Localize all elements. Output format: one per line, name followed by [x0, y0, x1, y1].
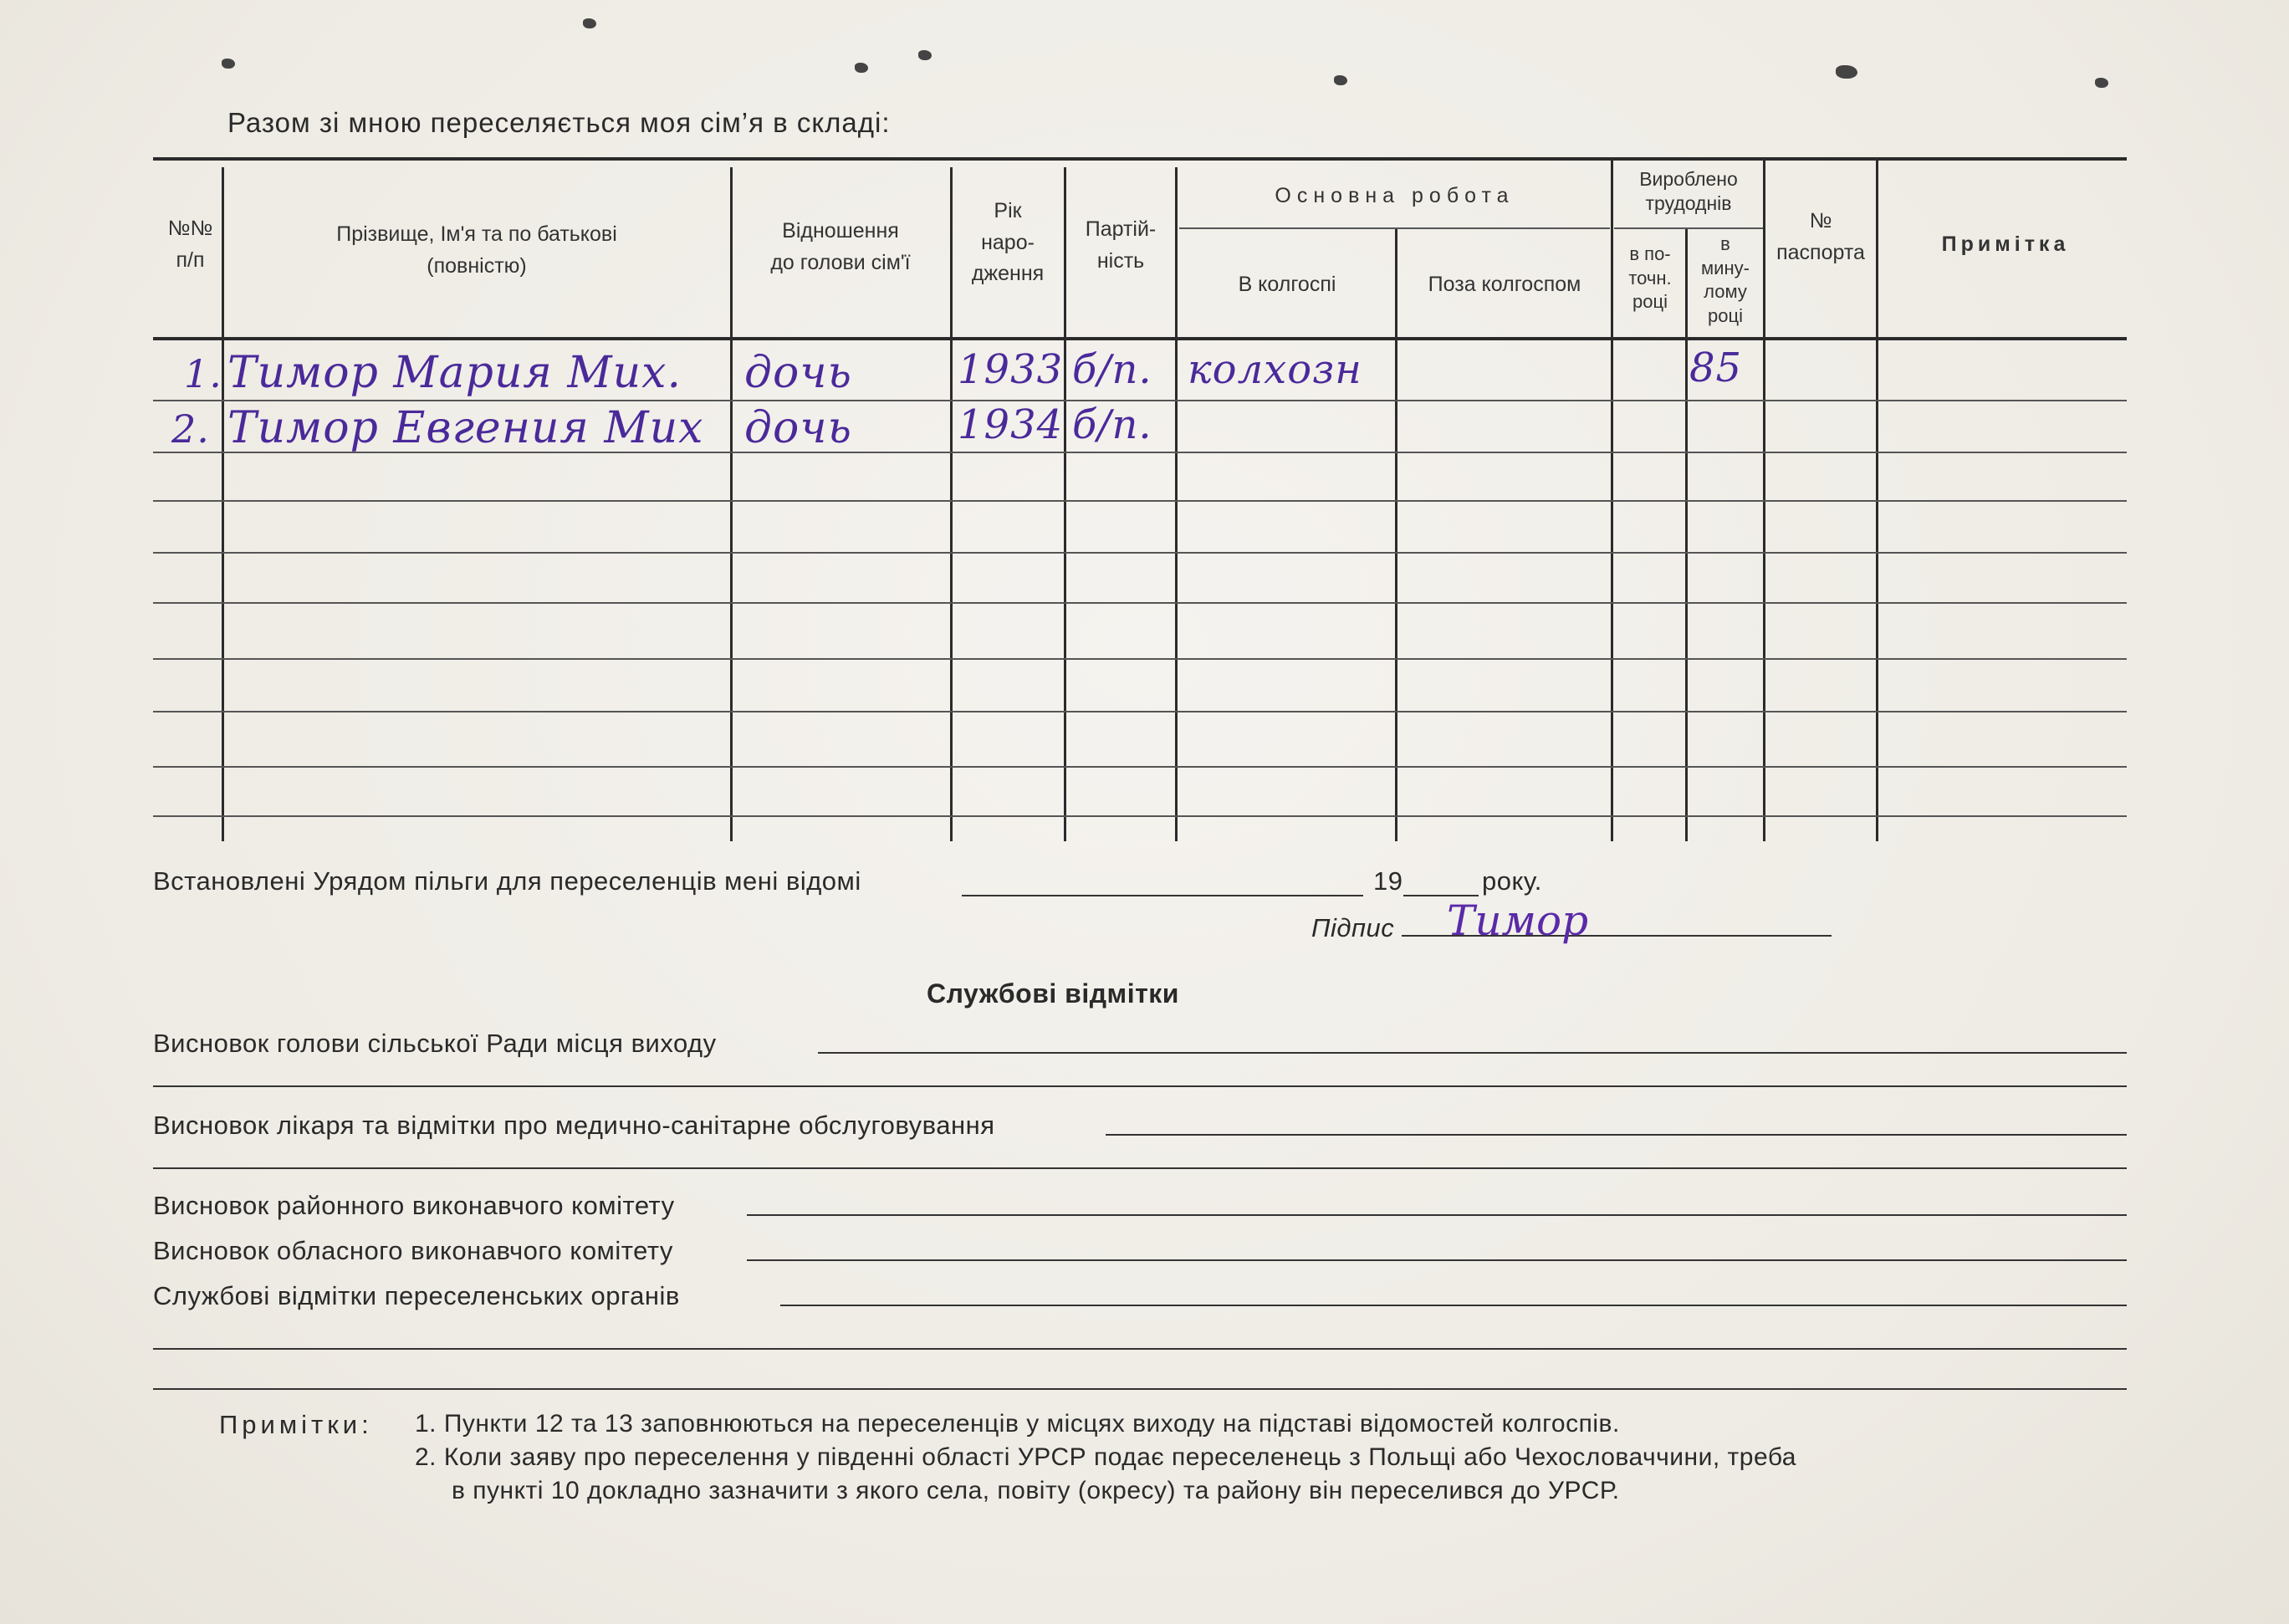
header-current-year: в по- точн. році	[1628, 243, 1672, 313]
service-blank	[153, 1388, 2127, 1390]
service-blank	[153, 1348, 2127, 1350]
benefits-year-suffix: року.	[1482, 866, 1542, 896]
table-top-border	[153, 157, 2127, 161]
row1-last-year: 85	[1689, 345, 1743, 391]
note-2: 2. Коли заяву про переселення у південні області УРСР подає переселенець з Польщі або Чехословаччини, треба	[415, 1443, 1796, 1471]
header-relation: Відношення до голови сім'ї	[770, 219, 911, 274]
header-party: Партій- ність	[1085, 217, 1157, 273]
row1-in-kolhosp: колхозн	[1188, 346, 1362, 393]
signature-label: Підпис	[1311, 913, 1395, 942]
service-blank	[780, 1305, 2127, 1306]
punch-hole	[855, 63, 868, 73]
row-line	[153, 815, 2127, 817]
benefits-text: Встановлені Урядом пільги для переселенців мені відомі	[153, 866, 861, 896]
col-divider	[950, 167, 953, 841]
punch-hole	[918, 50, 932, 60]
row-line	[153, 711, 2127, 712]
service-line-5: Службові відмітки переселенських органів	[153, 1281, 680, 1310]
subheader-line	[1614, 227, 1763, 229]
service-blank	[818, 1052, 2127, 1054]
row-line	[153, 658, 2127, 660]
row2-relation: дочь	[744, 403, 852, 453]
punch-hole	[1334, 75, 1347, 85]
row1-num: 1.	[184, 351, 222, 396]
row-line	[153, 500, 2127, 502]
header-name: Прізвище, Ім'я та по батькові (повністю)	[336, 222, 617, 278]
row1-relation: дочь	[744, 348, 852, 398]
row2-party: б/п.	[1072, 401, 1152, 448]
row-line	[153, 552, 2127, 554]
header-bottom-border	[153, 337, 2127, 340]
service-blank	[747, 1214, 2127, 1216]
header-passport: № паспорта	[1776, 209, 1865, 264]
header-year: Рік наро- дження	[971, 199, 1045, 285]
service-blank	[1106, 1134, 2127, 1136]
service-blank	[747, 1259, 2127, 1261]
header-in-kolhosp: В колгоспі	[1238, 273, 1336, 296]
signature-handwritten: Тимор	[1447, 896, 1589, 945]
service-title: Службові відмітки	[927, 978, 1179, 1009]
service-line-3: Висновок районного виконавчого комітету	[153, 1191, 675, 1220]
col-divider	[1175, 167, 1178, 841]
header-num: №№ п/п	[167, 217, 213, 272]
header-outside-kolhosp: Поза колгоспом	[1428, 273, 1581, 296]
punch-hole	[222, 59, 235, 69]
service-line-4: Висновок обласного виконавчого комітету	[153, 1236, 673, 1265]
header-note: Примітка	[1941, 232, 2070, 256]
row2-year: 1934	[958, 401, 1064, 448]
col-divider	[1395, 227, 1397, 841]
header-main-work: Основна робота	[1275, 184, 1515, 207]
benefits-year-prefix: 19	[1373, 866, 1403, 896]
row1-party: б/п.	[1072, 346, 1152, 393]
notes-label: Примітки:	[219, 1410, 373, 1439]
benefits-blank	[962, 895, 1363, 896]
row2-name: Тимор Евгения Мих	[227, 403, 704, 453]
header-workdays: Вироблено трудоднів	[1639, 168, 1738, 214]
service-blank	[153, 1167, 2127, 1169]
header-last-year: в мину- лому році	[1701, 233, 1750, 326]
row-line	[153, 602, 2127, 604]
note-1: 1. Пункти 12 та 13 заповнюються на переселенців у місцях виходу на підставі відомостей колгоспів.	[415, 1410, 1620, 1438]
service-line-2: Висновок лікаря та відмітки про медично-санітарне обслуговування	[153, 1111, 995, 1140]
subheader-line	[1179, 227, 1610, 229]
family-intro: Разом зі мною переселяється моя сім’я в складі:	[227, 107, 891, 138]
service-blank	[153, 1085, 2127, 1087]
punch-hole	[583, 18, 596, 28]
punch-hole	[2095, 78, 2108, 88]
punch-hole	[1836, 65, 1857, 79]
note-3: в пункті 10 докладно зазначити з якого села, повіту (окресу) та району він переселився до УРСР.	[452, 1477, 1620, 1504]
col-divider	[222, 167, 224, 841]
row2-num: 2.	[171, 406, 210, 452]
row-line	[153, 766, 2127, 768]
row1-name: Тимор Мария Мих.	[227, 348, 682, 398]
service-line-1: Висновок голови сільської Ради місця виходу	[153, 1029, 717, 1058]
row1-year: 1933	[958, 346, 1064, 393]
